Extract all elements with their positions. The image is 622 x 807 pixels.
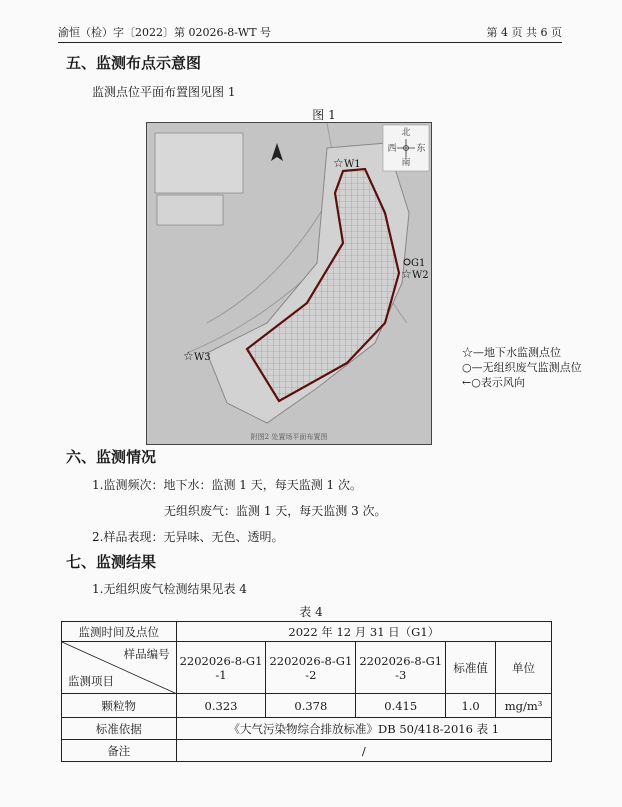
unit-value: mg/m³ (496, 694, 552, 718)
diagonal-header-cell (62, 642, 177, 694)
time-label: 监测时间及点位 (62, 622, 177, 642)
compass-north: 北 (401, 128, 411, 138)
freq-line-1: 1.监测频次：地下水：监测 1 天，每天监测 1 次。 (92, 478, 362, 492)
map-table-box (157, 195, 223, 225)
freq-line-2: 无组织废气：监测 1 天，每天监测 3 次。 (164, 504, 387, 518)
monitoring-map (146, 122, 432, 445)
table-row (62, 740, 552, 762)
circle-icon: ○ (462, 361, 472, 374)
section5-desc: 监测点位平面布置图见图 1 (92, 85, 236, 99)
legend-gas: ○—无组织废气监测点位 (462, 361, 582, 374)
unit-label: 单位 (496, 642, 552, 694)
section5-title: 五、监测布点示意图 (66, 54, 202, 72)
table-row (62, 622, 552, 642)
section7-desc: 1.无组织废气检测结果见表 4 (92, 582, 247, 596)
table-title: 表 4 (299, 605, 323, 619)
star-icon: ☆ (462, 346, 473, 359)
item-label: 监测项目 (68, 674, 114, 688)
page-header (58, 18, 562, 43)
sample-appearance: 2.样品表现：无异味、无色、透明。 (92, 530, 284, 544)
std-label: 标准值 (446, 642, 496, 694)
report-number: 渝恒（检）字〔2022〕第 02026-8-WT 号 (58, 26, 272, 39)
table-row (62, 642, 552, 694)
map-legend-box (155, 133, 243, 193)
figure-title: 图 1 (312, 108, 336, 122)
table-row (62, 694, 552, 718)
w1-label: W1 (344, 159, 361, 170)
sample-id-3: 2202026-8-G1 -3 (356, 642, 446, 694)
compass-west: 西 (387, 144, 397, 154)
results-table (61, 621, 552, 762)
wind-arrow-icon: ←○ (462, 376, 481, 389)
site-plan-drawing (147, 123, 431, 444)
table-row (62, 718, 552, 740)
row-item: 颗粒物 (62, 694, 177, 718)
w3-star-icon: ☆ (183, 349, 194, 363)
basis-value: 《大气污染物综合排放标准》DB 50/418-2016 表 1 (176, 718, 551, 740)
legend-wind: ←○表示风向 (462, 376, 525, 389)
value-1: 0.323 (176, 694, 266, 718)
note-label: 备注 (62, 740, 177, 762)
sample-id-2: 2202026-8-G1 -2 (266, 642, 356, 694)
section6-title: 六、监测情况 (66, 448, 157, 466)
section7-title: 七、监测结果 (66, 553, 157, 571)
sample-id-1: 2202026-8-G1 -1 (176, 642, 266, 694)
page-indicator: 第 4 页 共 6 页 (486, 26, 562, 39)
time-value: 2022 年 12 月 31 日（G1） (176, 622, 551, 642)
map-caption: 附图2 处置场平面布置图 (250, 433, 328, 441)
g1-label: G1 (411, 258, 426, 269)
value-3: 0.415 (356, 694, 446, 718)
std-value: 1.0 (446, 694, 496, 718)
basis-label: 标准依据 (62, 718, 177, 740)
w2-label: W2 (412, 270, 429, 281)
w3-label: W3 (194, 352, 211, 363)
sample-no-label: 样品编号 (123, 647, 170, 661)
w1-star-icon: ☆ (333, 156, 344, 170)
w2-star-icon: ☆ (401, 267, 412, 281)
compass-east: 东 (416, 144, 426, 154)
value-2: 0.378 (266, 694, 356, 718)
legend-groundwater: ☆—地下水监测点位 (462, 346, 561, 359)
note-value: / (176, 740, 551, 762)
compass-south: 南 (401, 158, 411, 168)
